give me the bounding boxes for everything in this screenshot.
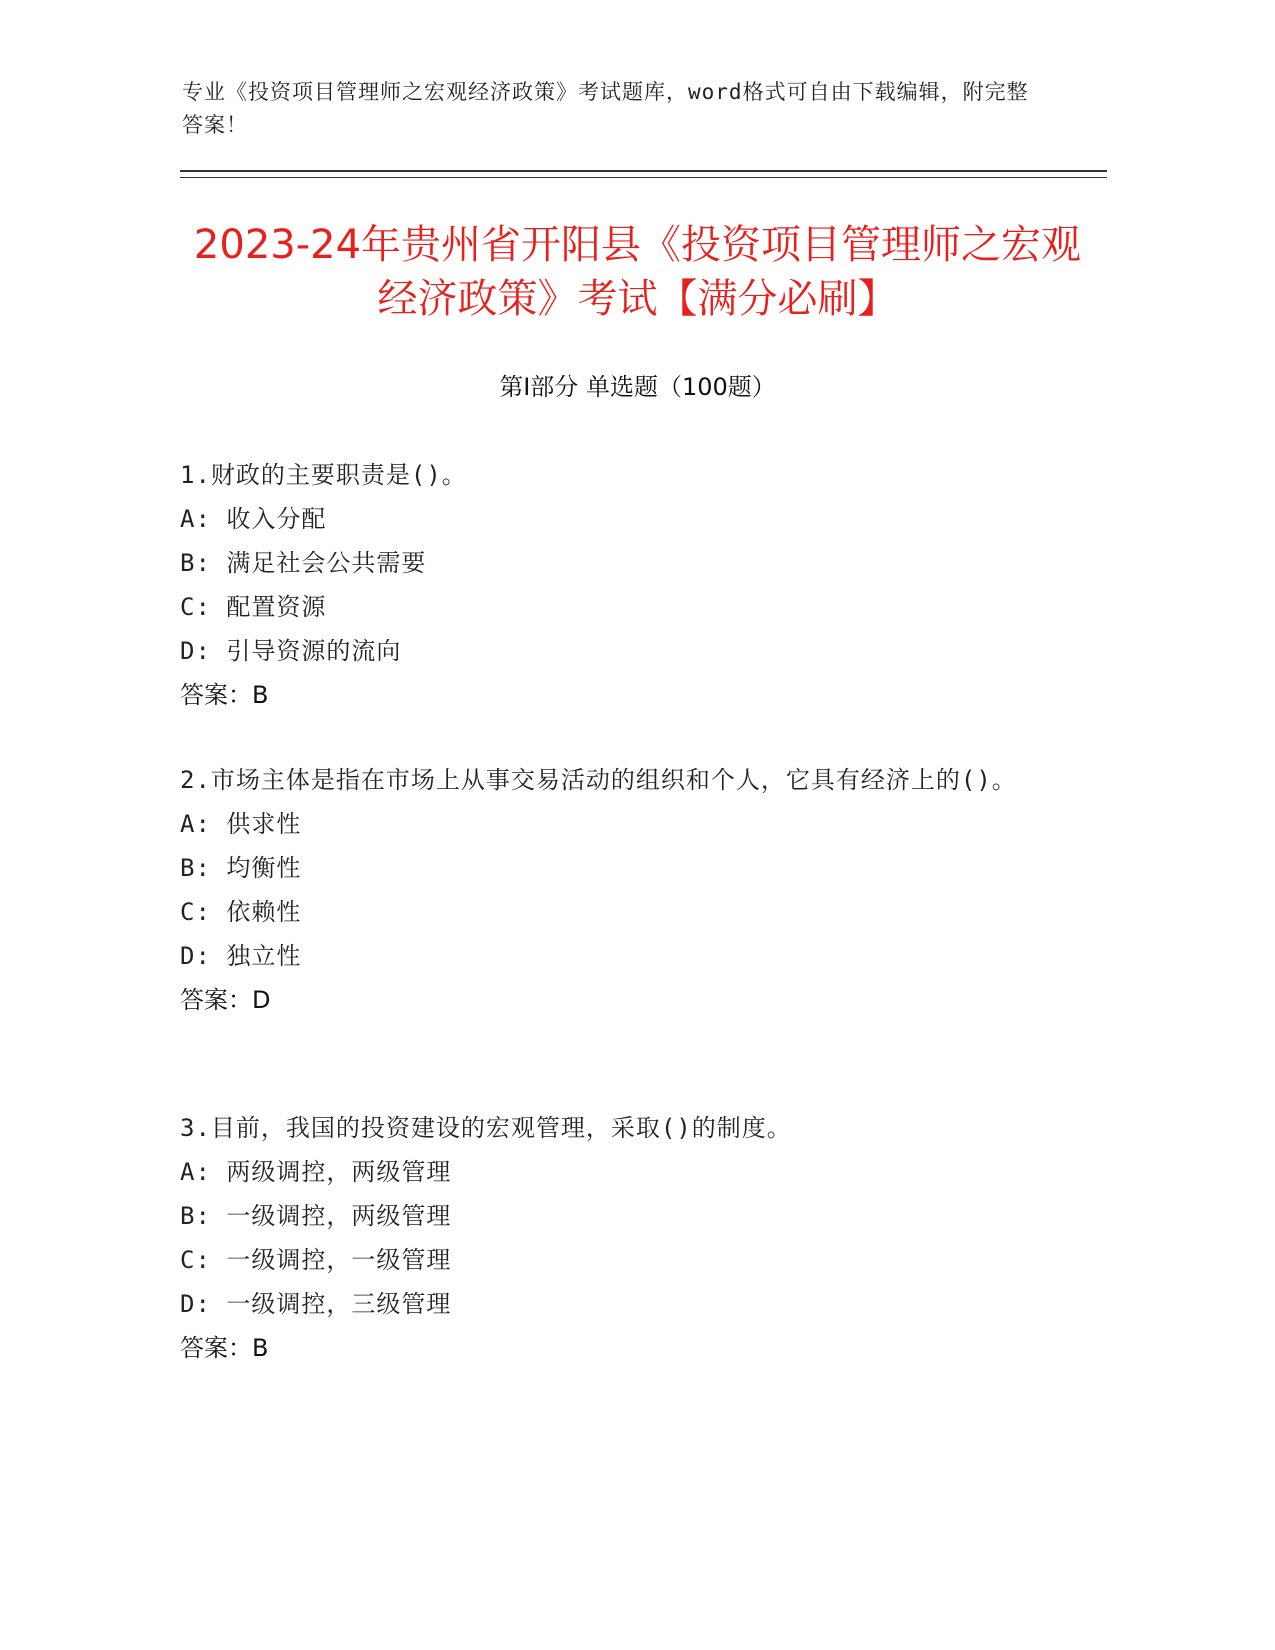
header-divider-thin — [180, 177, 1107, 178]
option-b: B: 均衡性 — [180, 854, 302, 882]
header-divider-thick — [180, 170, 1107, 172]
option-a: A: 供求性 — [180, 810, 302, 838]
answer: 答案：B — [180, 681, 269, 709]
question-stem: 3.目前，我国的投资建设的宏观管理，采取()的制度。 — [180, 1114, 792, 1142]
option-d: D: 独立性 — [180, 942, 302, 970]
question-stem: 2.市场主体是指在市场上从事交易活动的组织和个人，它具有经济上的()。 — [180, 766, 1017, 794]
option-c: C: 依赖性 — [180, 898, 302, 926]
question-2 — [180, 758, 1040, 1022]
option-d: D: 一级调控，三级管理 — [180, 1290, 452, 1318]
option-b: B: 满足社会公共需要 — [180, 549, 427, 577]
option-b: B: 一级调控，两级管理 — [180, 1202, 452, 1230]
option-a: A: 两级调控，两级管理 — [180, 1158, 452, 1186]
header-note: 专业《投资项目管理师之宏观经济政策》考试题库，word格式可自由下载编辑，附完整答案！ — [182, 80, 1029, 137]
question-1 — [180, 453, 1040, 717]
document-title: 2023-24年贵州省开阳县《投资项目管理师之宏观经济政策》考试【满分必刷】 — [193, 222, 1082, 322]
answer: 答案：D — [180, 986, 271, 1014]
option-d: D: 引导资源的流向 — [180, 637, 402, 665]
question-3 — [180, 1106, 1040, 1370]
question-stem: 1.财政的主要职责是()。 — [180, 461, 467, 489]
option-c: C: 一级调控，一级管理 — [180, 1246, 452, 1274]
option-c: C: 配置资源 — [180, 593, 327, 621]
option-a: A: 收入分配 — [180, 505, 327, 533]
answer: 答案：B — [180, 1334, 269, 1362]
section-title: 第I部分 单选题（100题） — [499, 373, 776, 401]
